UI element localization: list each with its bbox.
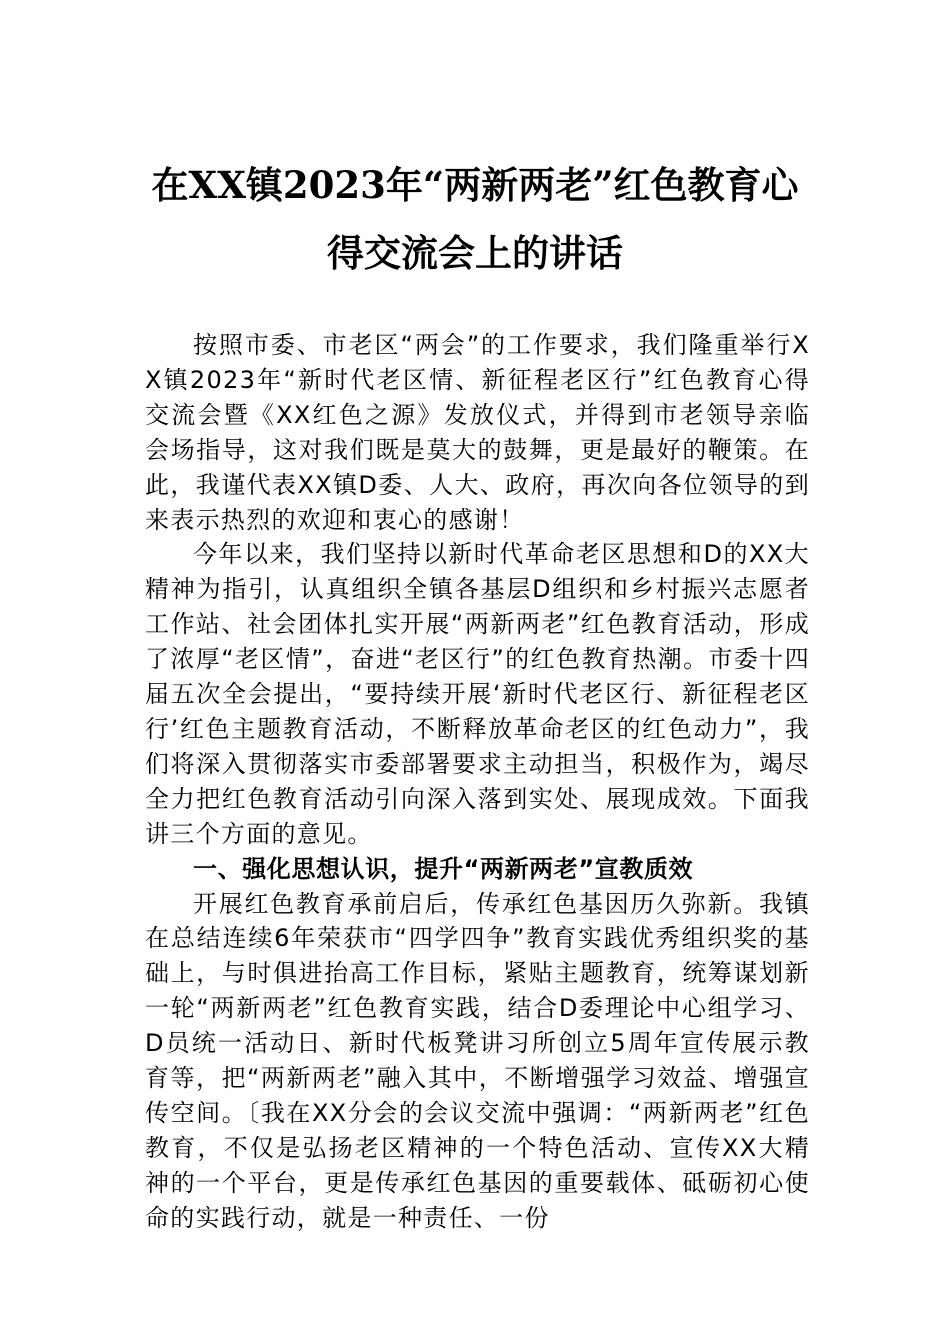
paragraph-overview: 今年以来，我们坚持以新时代革命老区思想和D的XX大精神为指引，认真组织全镇各基层D组织和乡村振兴志愿者工作站、社会团体扎实开展“两新两老”红色教育活动，形成了浓厚“老区情”，奋进“老区行”的红色教育热潮。市委十四届五次全会提出，“要持续开展‘新时代老区行、新征程老区行’红色主题教育活动，不断释放革命老区的红色动力”，我们将深入贯彻落实市委部署要求主动担当，积极作为，竭尽全力把红色教育活动引向深入落到实处、展现成效。下面我讲三个方面的意见。	[145, 540, 810, 848]
document-title-line-1: 在XX镇2023年“两新两老”红色教育心	[151, 163, 799, 207]
document-body	[145, 328, 810, 1236]
section-heading-1: 一、强化思想认识，提升“两新两老”宣教质效	[193, 854, 694, 883]
document-title-line-2: 得交流会上的讲话	[327, 231, 623, 275]
paragraph-section-1: 开展红色教育承前启后，传承红色基因历久弥新。我镇在总结连续6年荣获市“四学四争”教育实践优秀组织奖的基础上，与时俱进抬高工作目标，紧贴主题教育，统筹谋划新一轮“两新两老”红色教育实践，结合D委理论中心组学习、D员统一活动日、新时代板凳讲习所创立5周年宣传展示教育等，把“两新两老”融入其中，不断增强学习效益、增强宣传空间。〔我在XX分会的会议交流中强调：“两新两老”红色教育，不仅是弘扬老区精神的一个特色活动、宣传XX大精神的一个平台，更是传承红色基因的重要载体、砥砺初心使命的实践行动，就是一种责任、一份	[145, 889, 810, 1232]
paragraph-opening: 按照市委、市老区“两会”的工作要求，我们隆重举行XX镇2023年“新时代老区情、新征程老区行”红色教育心得交流会暨《XX红色之源》发放仪式，并得到市老领导亲临会场指导，这对我们既是莫大的鼓舞，更是最好的鞭策。在此，我谨代表XX镇D委、人大、政府，再次向各位领导的到来表示热烈的欢迎和衷心的感谢！	[145, 331, 810, 534]
